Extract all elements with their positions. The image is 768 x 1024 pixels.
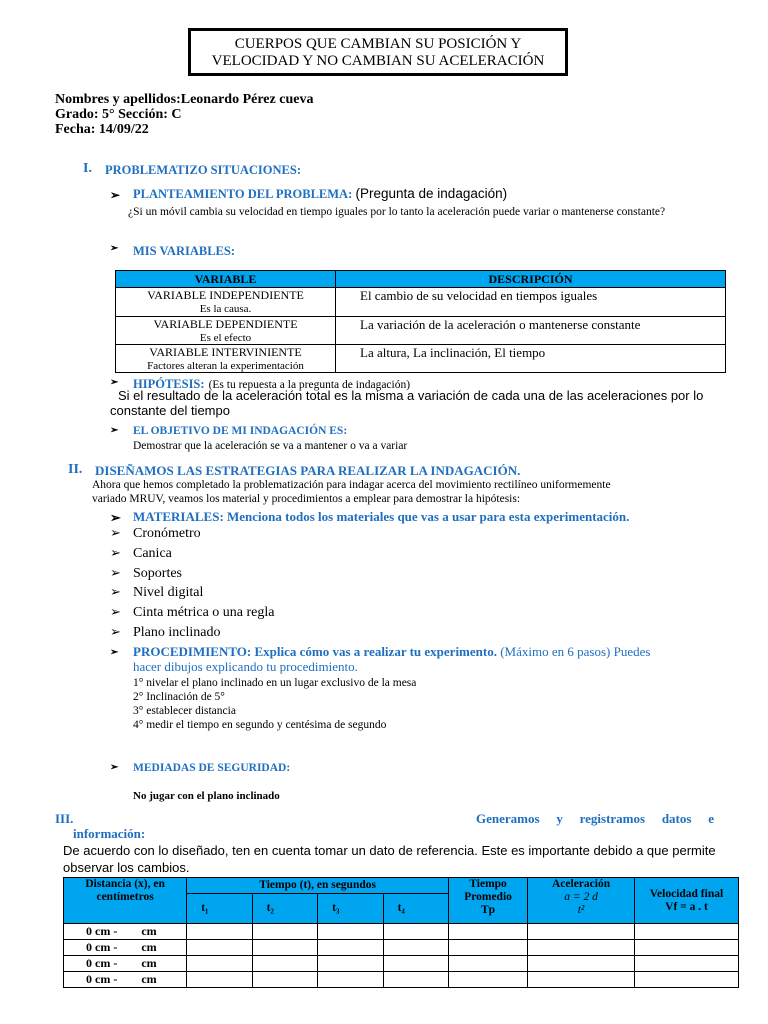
variables-header-description: DESCRIPCIÓN bbox=[336, 271, 726, 288]
procedure-hint-1: (Máximo en 6 pasos) Puedes bbox=[500, 644, 651, 659]
title-line-1: CUERPOS QUE CAMBIAN SU POSICIÓN Y bbox=[234, 36, 522, 52]
problem-heading bbox=[133, 186, 507, 202]
objective-text: Demostrar que la aceleración se va a mantener o va a variar bbox=[133, 440, 408, 452]
arrow-bullet-icon: ➢ bbox=[110, 762, 119, 773]
section2-title: DISEÑAMOS LAS ESTRATEGIAS PARA REALIZAR LA INDAGACIÓN. bbox=[95, 463, 521, 478]
header-final-velocity: Velocidad final Vf = a . t bbox=[634, 878, 738, 924]
student-grade: Grado: 5° Sección: C bbox=[55, 107, 182, 122]
problem-text: ¿Si un móvil cambia su velocidad en tiempo iguales por lo tanto la aceleración puede variar o mantenerse constante? bbox=[128, 206, 666, 218]
variable-sub: Factores alteran la experimentación bbox=[147, 360, 304, 372]
procedure-label: PROCEDIMIENTO: Explica cómo vas a realizar tu experimento. bbox=[133, 644, 497, 659]
variable-name: VARIABLE DEPENDIENTE bbox=[153, 317, 298, 331]
procedure-step: 3° establecer distancia bbox=[133, 705, 236, 717]
variable-cell bbox=[116, 317, 336, 345]
materials-label: MATERIALES: Menciona todos los materiales que vas a usar para esta experimentación. bbox=[133, 509, 630, 524]
table-row bbox=[64, 972, 739, 988]
section2-intro-line1: Ahora que hemos completado la problematización para indagar acerca del movimiento rectilíneo uniformemente bbox=[92, 479, 611, 491]
section3-numeral: III. bbox=[55, 811, 74, 826]
variable-name: VARIABLE INTERVINIENTE bbox=[149, 345, 302, 359]
table-row bbox=[64, 956, 739, 972]
variable-sub: Es la causa. bbox=[199, 303, 252, 315]
header-t1: t₁ bbox=[187, 894, 252, 924]
section3-intro-line2: observar los cambios. bbox=[63, 860, 190, 875]
variables-label: MIS VARIABLES: bbox=[133, 244, 236, 258]
header-t4: t₄ bbox=[383, 894, 448, 924]
variable-description: La altura, La inclinación, El tiempo bbox=[336, 345, 726, 373]
problem-label: PLANTEAMIENTO DEL PROBLEMA: bbox=[133, 187, 353, 201]
section1-numeral: I. bbox=[83, 161, 92, 176]
data-table bbox=[63, 877, 739, 988]
section3-intro-line1: De acuerdo con lo diseñado, ten en cuenta tomar un dato de referencia. Este es importante debido a que permite bbox=[63, 843, 716, 858]
safety-text: No jugar con el plano inclinado bbox=[133, 790, 280, 802]
arrow-bullet-icon: ➢ bbox=[110, 425, 119, 436]
section1-title: PROBLEMATIZO SITUACIONES: bbox=[105, 163, 301, 177]
procedure-step: 1° nivelar el plano inclinado en un lugar exclusivo de la mesa bbox=[133, 677, 417, 689]
arrow-bullet-icon: ➢ bbox=[110, 510, 121, 525]
distance-cell[interactable]: 0 cm - cm bbox=[64, 972, 187, 988]
arrow-bullet-icon: ➢ bbox=[110, 377, 119, 388]
list-item: ➢ Soportes bbox=[110, 564, 182, 581]
student-name: Nombres y apellidos:Leonardo Pérez cueva bbox=[55, 92, 314, 107]
hypothesis-hint: (Es tu repuesta a la pregunta de indagación) bbox=[208, 379, 411, 391]
hypothesis-label: HIPÓTESIS: bbox=[133, 377, 205, 391]
section2-intro-line2: variado MRUV, veamos los material y procedimientos a emplear para demostrar la hipótesis: bbox=[92, 493, 521, 505]
table-row bbox=[64, 940, 739, 956]
student-date: Fecha: 14/09/22 bbox=[55, 122, 149, 137]
problem-hint: (Pregunta de indagación) bbox=[355, 186, 508, 201]
arrow-bullet-icon: ➢ bbox=[110, 647, 119, 658]
title-box bbox=[188, 28, 568, 76]
header-time: Tiempo (t), en segundos bbox=[187, 878, 449, 894]
distance-cell[interactable]: 0 cm - cm bbox=[64, 924, 187, 940]
procedure-steps bbox=[133, 676, 416, 732]
table-row bbox=[64, 924, 739, 940]
variable-cell bbox=[116, 345, 336, 373]
variable-description: La variación de la aceleración o mantenerse constante bbox=[336, 317, 726, 345]
variable-cell bbox=[116, 288, 336, 317]
variable-sub: Es el efecto bbox=[199, 332, 252, 344]
section3-title-b: información: bbox=[73, 826, 146, 841]
title-line-2: VELOCIDAD Y NO CAMBIAN SU ACELERACIÓN bbox=[211, 53, 545, 69]
header-acceleration: Aceleración a = 2 d t² bbox=[528, 878, 635, 924]
distance-cell[interactable]: 0 cm - cm bbox=[64, 940, 187, 956]
arrow-bullet-icon: ➢ bbox=[110, 243, 119, 254]
list-item: ➢ Nivel digital bbox=[110, 584, 204, 601]
procedure-step: 4° medir el tiempo en segundo y centésima de segundo bbox=[133, 719, 387, 731]
variables-table bbox=[115, 270, 726, 373]
list-item: ➢ Canica bbox=[110, 544, 172, 561]
variables-header-variable: VARIABLE bbox=[116, 271, 336, 288]
list-item: ➢ Cinta métrica o una regla bbox=[110, 604, 275, 621]
procedure-hint-2: hacer dibujos explicando tu procedimiento. bbox=[133, 659, 358, 674]
section3-title-a: Generamos y registramos datos e bbox=[476, 811, 714, 826]
header-t3: t₃ bbox=[318, 894, 383, 924]
header-average-time: Tiempo Promedio Tp bbox=[449, 878, 528, 924]
list-item: ➢ Plano inclinado bbox=[110, 623, 221, 640]
variable-description: El cambio de su velocidad en tiempos iguales bbox=[336, 288, 726, 317]
list-item: ➢ Cronómetro bbox=[110, 525, 201, 541]
distance-cell[interactable]: 0 cm - cm bbox=[64, 956, 187, 972]
arrow-bullet-icon: ➢ bbox=[110, 188, 121, 202]
section3-intro bbox=[63, 842, 716, 876]
safety-label: MEDIADAS DE SEGURIDAD: bbox=[133, 762, 291, 774]
section2-numeral: II. bbox=[68, 462, 83, 477]
variable-name: VARIABLE INDEPENDIENTE bbox=[147, 288, 304, 302]
header-distance: Distancia (x), en centímetros bbox=[64, 878, 187, 924]
header-t2: t₂ bbox=[252, 894, 317, 924]
objective-label: EL OBJETIVO DE MI INDAGACIÓN ES: bbox=[133, 425, 348, 437]
procedure-step: 2° Inclinación de 5° bbox=[133, 691, 225, 703]
procedure-heading bbox=[133, 644, 713, 674]
materials-list bbox=[110, 524, 275, 643]
hypothesis-text-line1: Si el resultado de la aceleración total es la misma a variación de cada una de las aceleraciones por lo bbox=[118, 388, 704, 403]
hypothesis-text-line2: constante del tiempo bbox=[110, 403, 230, 418]
